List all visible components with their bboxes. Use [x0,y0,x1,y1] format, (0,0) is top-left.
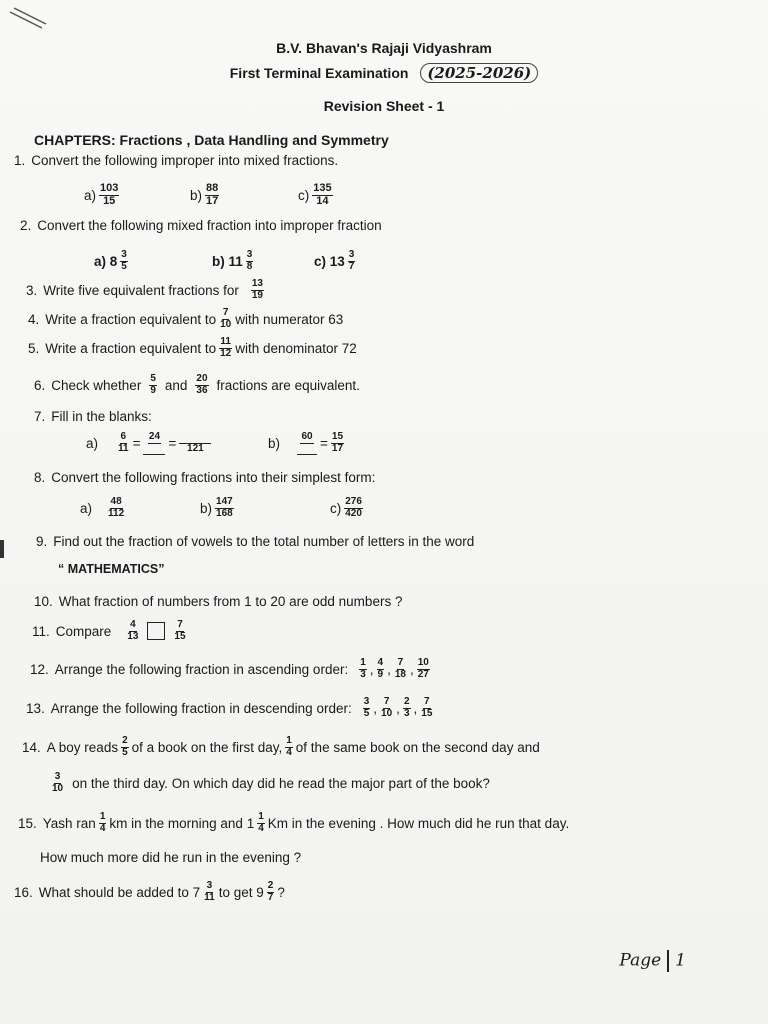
question-text: Check whether [51,377,142,393]
question-text: What fraction of numbers from 1 to 20 are odd numbers ? [58,594,403,609]
fraction: $\frac{135}{14}$ [313,182,332,207]
fraction: $\frac{15}{17}$ [331,431,344,454]
option-label: c) [330,500,342,516]
question-11 [32,620,190,642]
fraction: $\frac{1}{4}$ [286,735,292,758]
question-text: km in the morning and 1 [109,815,255,831]
fraction: 60 [297,432,317,455]
question-text: Arrange the following fraction in ascending order: [54,661,349,677]
fraction: $\frac{7}{15}$ [421,696,433,719]
fraction: $\frac{1}{4}$ [258,811,264,834]
fraction: $\frac{3}{10}$ [52,771,64,794]
q7-option-b [268,432,347,455]
question-text: Convert the following mixed fraction into improper fraction [37,218,382,233]
blank[interactable] [143,444,165,455]
fraction: $\frac{11}{12}$ [220,336,232,359]
fraction: $\frac{1}{4}$ [99,811,106,834]
fraction: $\frac{7}{10}$ [381,696,393,719]
question-12: 12. Arrange the following fraction in ascending order: $\frac{1}{3}$ , $\frac{4}{9}$ , $\frac{7}{18}$ , $\frac{10}{27}$ [30,657,429,680]
question-text: Yash ran [42,815,96,831]
question-text: ? [277,884,285,900]
question-text: Convert the following improper into mixed fractions. [31,153,339,168]
fraction: $\frac{7}{15}$ [174,619,186,642]
q2-option-b [212,250,256,272]
question-number: 2. [20,218,32,233]
option-label: a) 8 [94,253,118,269]
option-label: c) 13 [314,253,345,269]
question-9 [36,534,474,549]
fraction: $\frac{7}{18}$ [394,657,406,680]
question-text: Compare [55,623,112,639]
fraction: $\frac{3}{5}$ [363,696,370,719]
option-label: a) [84,187,97,203]
question-number: 13. [26,700,45,716]
fraction: $\frac{3}{11}$ [204,880,215,903]
fraction: $\frac{10}{27}$ [417,657,429,680]
question-number: 10. [34,594,53,609]
question-text: Fill in the blanks: [51,409,152,424]
school-name: B.V. Bhavan's Rajaji Vidyashram [276,40,492,56]
option-label: b) [200,500,213,516]
question-text: of a book on the first day, [131,739,283,755]
equals-sign: = [132,435,141,451]
question-number: 12. [30,661,49,677]
fraction: $\frac{7}{10}$ [220,307,232,330]
fraction: $\frac{48}{112}$ [108,496,125,519]
question-number: 4. [28,311,40,327]
fraction: $\frac{4}{9}$ [377,657,384,680]
pen-mark [8,6,48,36]
fraction: $\frac{4}{13}$ [127,619,139,642]
fraction: $\frac{3}{5}$ [121,249,127,272]
q8-option-a [80,497,128,519]
page-edge-mark [0,540,4,558]
chapters-heading: CHAPTERS: Fractions , Data Handling and Symmetry [34,132,389,148]
question-text: Write five equivalent fractions for [43,282,239,298]
question-1 [14,153,338,168]
question-7 [34,409,152,424]
question-text: Arrange the following fraction in descending order: [50,700,352,716]
exam-title [0,64,768,82]
question-3 [26,279,267,301]
exam-name: First Terminal Examination [229,65,409,81]
q8-option-b [200,497,237,519]
blank[interactable] [179,433,211,444]
question-10 [34,594,402,609]
page-number [619,950,686,972]
fraction: $\frac{3}{7}$ [348,249,355,272]
fraction: $\frac{20}{36}$ [196,373,208,396]
equals-sign: = [320,435,328,451]
revision-sheet-title: Revision Sheet - 1 [323,98,445,114]
option-label: a) [86,435,99,451]
comparison-box[interactable] [147,622,165,640]
blank[interactable] [297,444,317,455]
equals-sign: = [168,435,177,451]
question-16 [14,881,285,903]
q7-option-a [86,432,214,455]
question-text: on the third day. On which day did he read the major part of the book? [72,775,490,791]
divider [667,950,669,972]
question-13: 13. Arrange the following fraction in descending order: $\frac{3}{5}$ , $\frac{7}{10}$ , $\frac{2}{3}$ , $\frac{7}{15}$ [26,696,433,719]
fraction: $\frac{3}{8}$ [246,249,253,272]
option-label: c) [298,187,310,203]
fraction: 121 [179,433,211,455]
question-number: 6. [34,377,46,393]
exam-year: (2025-2026) [420,63,538,83]
fraction: $\frac{1}{3}$ [360,657,366,680]
question-text: Write a fraction equivalent to [45,340,217,356]
question-text: and [164,377,188,393]
fraction: $\frac{2}{7}$ [267,880,274,903]
q1-option-c [298,183,336,207]
question-text: Find out the fraction of vowels to the total number of letters in the word [53,534,475,549]
question-number: 9. [36,534,48,549]
question-number: 16. [14,884,33,900]
question-number: 5. [28,340,40,356]
question-text: What should be added to 7 [38,884,201,900]
question-14 [22,736,540,758]
q9-word: “ MATHEMATICS” [58,562,165,576]
q2-option-a [94,250,131,272]
fraction: $\frac{2}{5}$ [122,735,128,758]
question-15-line-2: How much more did he run in the evening ? [40,850,302,865]
question-number: 8. [34,470,46,485]
option-label: b) 11 [212,253,243,269]
question-number: 14. [22,739,41,755]
question-text: with numerator 63 [235,311,344,327]
fraction: $\frac{2}{3}$ [403,696,410,719]
question-text: fractions are equivalent. [216,377,360,393]
question-2 [20,218,382,233]
question-number: 15. [18,815,37,831]
question-text: A boy reads [46,739,119,755]
q1-option-a [84,183,122,207]
question-text: Write a fraction equivalent to [45,311,217,327]
question-text: Convert the following fractions into their simplest form: [51,470,376,485]
fraction: $\frac{276}{420}$ [345,496,362,519]
question-5 [28,337,357,359]
fraction: $\frac{103}{15}$ [100,182,119,207]
question-text: Km in the evening . How much did he run that day. [267,815,570,831]
fraction: $\frac{147}{168}$ [216,496,233,519]
question-6 [34,374,360,396]
question-14-line-2 [48,772,490,794]
option-label: b) [190,187,203,203]
question-text: with denominator 72 [235,340,357,356]
fraction: $\frac{13}{19}$ [251,278,263,301]
question-number: 11. [32,623,50,639]
question-4 [28,308,343,330]
question-text: of the same book on the second day and [295,739,540,755]
fraction: $\frac{88}{17}$ [206,182,219,207]
q8-option-c [330,497,366,519]
fraction: 24 [143,432,165,455]
question-number: 1. [14,153,26,168]
question-text: to get 9 [218,884,264,900]
question-number: 7. [34,409,46,424]
option-label: b) [268,435,281,451]
page-label: Page [619,950,662,971]
option-label: a) [80,500,93,516]
page-number-value: 1 [675,950,686,971]
q1-option-b [190,183,222,207]
fraction: $\frac{5}{9}$ [150,373,156,396]
question-15 [18,812,569,834]
fraction: $\frac{6}{11}$ [118,431,129,454]
question-8 [34,470,375,485]
question-number: 3. [26,282,38,298]
q2-option-c [314,250,358,272]
